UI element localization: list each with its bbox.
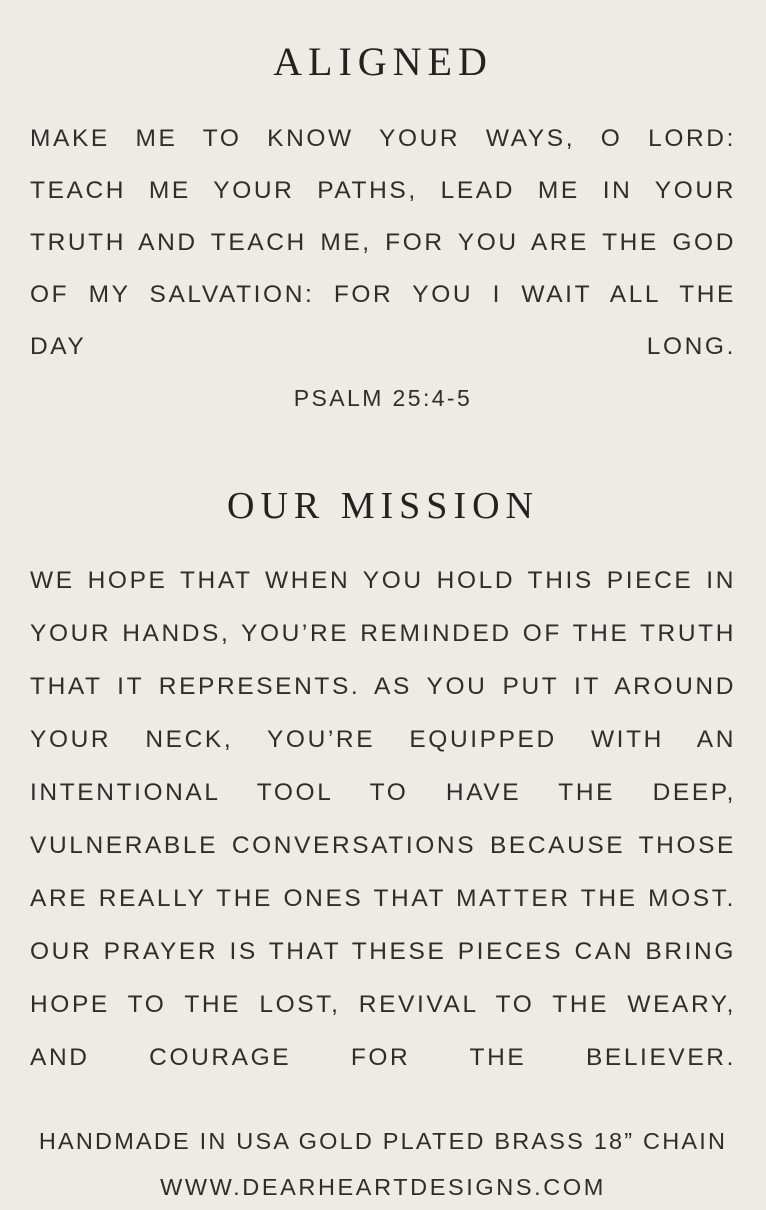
card-footer <box>30 1118 736 1210</box>
website-url: WWW.DEARHEARTDESIGNS.COM <box>160 1174 606 1200</box>
mission-heading: OUR MISSION <box>227 485 539 527</box>
scripture-reference: PSALM 25:4-5 <box>293 385 473 411</box>
page-title: ALIGNED <box>273 39 493 84</box>
scripture-verse-text: MAKE ME TO KNOW YOUR WAYS, O LORD: TEACH ME YOUR PATHS, LEAD ME IN YOUR TRUTH AND TEACH ME, FOR YOU ARE THE GOD OF MY SALVATION: FOR YOU I WAIT ALL THE DAY LONG. <box>30 125 736 360</box>
product-details: HANDMADE IN USA GOLD PLATED BRASS 18” CHAIN <box>38 1128 728 1154</box>
mission-statement-text: WE HOPE THAT WHEN YOU HOLD THIS PIECE IN YOUR HANDS, YOU’RE REMINDED OF THE TRUTH THAT IT REPRESENTS. AS YOU PUT IT AROUND YOUR NECK, YOU’RE EQUIPPED WITH AN INTENTIONAL TOOL TO HAVE THE DEEP, VULNERABLE CONVERSATIONS BECAUSE THOSE ARE REALLY THE ONES THAT MATTER THE MOST. OUR PRAYER IS THAT THESE PIECES CAN BRING HOPE TO THE LOST, REVIVAL TO THE WEARY, AND COURAGE FOR THE BELIEVER. <box>30 567 736 1071</box>
